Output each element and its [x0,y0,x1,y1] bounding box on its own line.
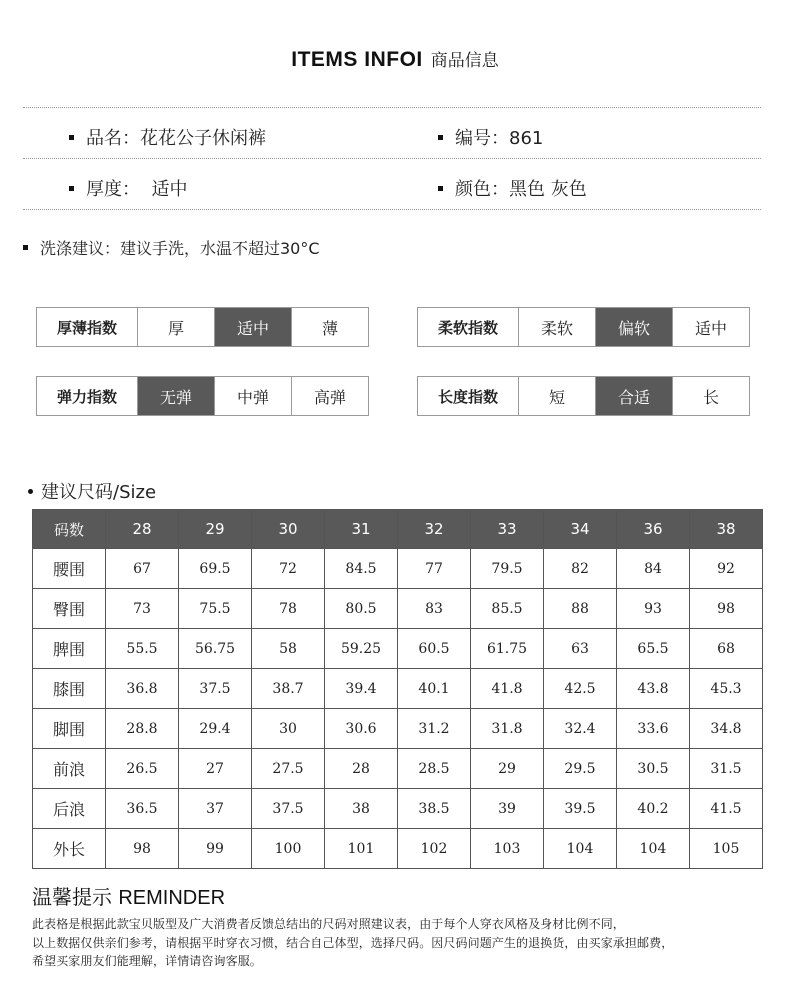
measure-value: 36.8 [106,669,179,709]
measure-value: 39.5 [544,789,617,829]
measure-value: 77 [398,549,471,589]
size-header-cell: 29 [179,510,252,549]
reminder-line: 此表格是根据此款宝贝版型及广大消费者反馈总结出的尺码对照建议表，由于每个人穿衣风格及身材比例不同， [32,917,625,931]
measure-value: 43.8 [617,669,690,709]
measure-value: 27 [179,749,252,789]
table-header-label: 码数 [33,510,106,549]
measure-value: 105 [690,829,763,869]
measure-value: 31.8 [471,709,544,749]
info-name [69,124,266,150]
measure-value: 29 [471,749,544,789]
index-elasticity [36,376,369,416]
measure-value: 100 [252,829,325,869]
size-header-cell: 28 [106,510,179,549]
measure-value: 99 [179,829,252,869]
table-row [33,589,763,629]
divider [23,158,761,159]
info-wash [23,236,320,259]
index-label: 厚薄指数 [56,318,117,337]
measure-value: 40.1 [398,669,471,709]
measure-value: 84.5 [325,549,398,589]
measure-label: 腰围 [33,549,106,589]
reminder-line: 以上数据仅供亲们参考，请根据平时穿衣习惯，结合自己体型，选择尺码。因尺码问题产生的退换货，由买家承担邮费， [32,936,674,950]
reminder-title-en: REMINDER [118,887,226,909]
measure-value: 61.75 [471,629,544,669]
info-wash-text: 洗涤建议：建议手洗，水温不超过30°C [40,239,320,258]
measure-value: 30.6 [325,709,398,749]
size-header-cell: 32 [398,510,471,549]
measure-value: 26.5 [106,749,179,789]
measure-value: 55.5 [106,629,179,669]
measure-value: 39 [471,789,544,829]
measure-value: 68 [690,629,763,669]
measure-value: 31.5 [690,749,763,789]
square-bullet-icon [69,186,74,191]
index-thickness [36,307,369,347]
measure-value: 75.5 [179,589,252,629]
measure-value: 79.5 [471,549,544,589]
measure-value: 30.5 [617,749,690,789]
measure-value: 37.5 [179,669,252,709]
measure-value: 28.8 [106,709,179,749]
index-length [417,376,750,416]
measure-value: 83 [398,589,471,629]
size-table [32,509,763,869]
table-row [33,549,763,589]
index-option-selected: 适中 [214,308,291,346]
measure-value: 38.5 [398,789,471,829]
index-option-selected: 合适 [595,377,672,415]
size-header-cell: 30 [252,510,325,549]
measure-value: 32.4 [544,709,617,749]
measure-label: 前浪 [33,749,106,789]
info-name-text: 品名：花花公子休闲裤 [86,128,266,149]
measure-value: 58 [252,629,325,669]
info-thickness [69,175,187,201]
measure-value: 38.7 [252,669,325,709]
divider [23,209,761,210]
measure-label: 后浪 [33,789,106,829]
measure-value: 98 [106,829,179,869]
measure-value: 69.5 [179,549,252,589]
measure-value: 98 [690,589,763,629]
table-row [33,749,763,789]
table-row [33,709,763,749]
measure-value: 65.5 [617,629,690,669]
measure-value: 85.5 [471,589,544,629]
measure-value: 37 [179,789,252,829]
info-code [438,124,543,150]
measure-value: 27.5 [252,749,325,789]
info-color-text: 颜色：黑色 灰色 [455,179,587,200]
measure-value: 78 [252,589,325,629]
table-row [33,629,763,669]
measure-value: 42.5 [544,669,617,709]
size-header-cell: 36 [617,510,690,549]
size-header-cell: 38 [690,510,763,549]
page-title [0,46,790,72]
measure-value: 39.4 [325,669,398,709]
measure-value: 73 [106,589,179,629]
index-label: 弹力指数 [56,387,117,406]
index-option: 中弹 [214,377,291,415]
measure-value: 102 [398,829,471,869]
size-section-text: 建议尺码/Size [41,482,157,503]
measure-value: 80.5 [325,589,398,629]
measure-value: 29.4 [179,709,252,749]
measure-label: 膝围 [33,669,106,709]
dot-bullet-icon [28,489,33,494]
measure-value: 84 [617,549,690,589]
measure-value: 92 [690,549,763,589]
index-option: 短 [518,377,595,415]
index-option: 适中 [672,308,749,346]
index-option: 薄 [291,308,368,346]
measure-value: 104 [617,829,690,869]
index-option-selected: 无弹 [137,377,214,415]
measure-value: 36.5 [106,789,179,829]
measure-value: 93 [617,589,690,629]
index-option: 高弹 [291,377,368,415]
measure-value: 40.2 [617,789,690,829]
index-softness [417,307,750,347]
measure-value: 30 [252,709,325,749]
measure-value: 41.8 [471,669,544,709]
measure-value: 60.5 [398,629,471,669]
table-header-row [33,510,763,549]
measure-value: 63 [544,629,617,669]
divider [23,107,761,108]
info-code-text: 编号：861 [455,128,544,149]
table-row [33,669,763,709]
measure-label: 脚围 [33,709,106,749]
measure-value: 28.5 [398,749,471,789]
square-bullet-icon [438,135,443,140]
info-color [438,175,587,201]
measure-value: 101 [325,829,398,869]
index-option: 长 [672,377,749,415]
size-header-cell: 31 [325,510,398,549]
reminder-title [32,881,225,910]
measure-value: 34.8 [690,709,763,749]
table-row [33,789,763,829]
measure-value: 67 [106,549,179,589]
measure-value: 33.6 [617,709,690,749]
measure-label: 臀围 [33,589,106,629]
size-section-title [28,478,156,504]
measure-value: 59.25 [325,629,398,669]
measure-value: 88 [544,589,617,629]
index-option-selected: 偏软 [595,308,672,346]
table-row [33,829,763,869]
measure-label: 脾围 [33,629,106,669]
index-option: 柔软 [518,308,595,346]
measure-value: 103 [471,829,544,869]
measure-value: 37.5 [252,789,325,829]
info-thickness-text: 厚度： 适中 [86,179,188,200]
title-cn: 商品信息 [430,51,499,71]
measure-value: 29.5 [544,749,617,789]
measure-value: 82 [544,549,617,589]
measure-value: 104 [544,829,617,869]
size-header-cell: 33 [471,510,544,549]
measure-value: 56.75 [179,629,252,669]
square-bullet-icon [69,135,74,140]
index-option: 厚 [137,308,214,346]
measure-label: 外长 [33,829,106,869]
measure-value: 45.3 [690,669,763,709]
reminder-line: 希望买家朋友们能理解，详情请咨询客服。 [32,954,262,968]
reminder-title-cn: 温馨提示 [32,885,112,909]
square-bullet-icon [23,245,28,250]
measure-value: 41.5 [690,789,763,829]
measure-value: 28 [325,749,398,789]
measure-value: 72 [252,549,325,589]
index-label: 柔软指数 [437,318,498,337]
measure-value: 31.2 [398,709,471,749]
title-en: ITEMS INFOI [291,48,423,71]
size-header-cell: 34 [544,510,617,549]
index-label: 长度指数 [437,387,498,406]
measure-value: 38 [325,789,398,829]
square-bullet-icon [438,186,443,191]
